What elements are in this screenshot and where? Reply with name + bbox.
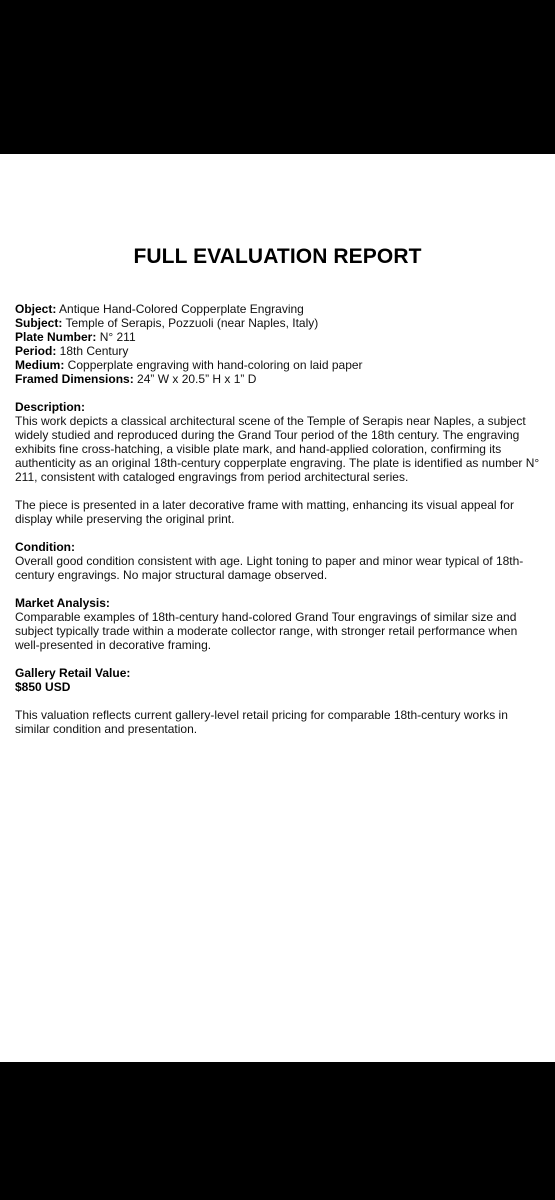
field-subject — [15, 316, 540, 330]
section-retail-value — [15, 666, 540, 694]
retail-value-amount: $850 USD — [15, 680, 71, 694]
top-black-bar — [0, 0, 555, 154]
section-condition — [15, 540, 540, 582]
field-value: Antique Hand-Colored Copperplate Engraving — [56, 302, 304, 316]
market-analysis-heading: Market Analysis: — [15, 596, 110, 610]
field-label: Object: — [15, 302, 57, 316]
document-page — [0, 154, 555, 1062]
description-heading: Description: — [15, 400, 86, 414]
section-description — [15, 400, 540, 526]
retail-value-heading: Gallery Retail Value: — [15, 666, 131, 680]
report-title: FULL EVALUATION REPORT — [133, 245, 422, 268]
closing-text: This valuation reflects current gallery-level retail pricing for comparable 18th-century works in similar condition and presentation. — [15, 708, 508, 736]
field-value: N° 211 — [96, 330, 136, 344]
field-value: Copperplate engraving with hand-coloring on laid paper — [64, 358, 363, 372]
field-object — [15, 302, 540, 316]
field-medium — [15, 358, 540, 372]
field-label: Period: — [15, 344, 57, 358]
condition-text: Overall good condition consistent with age. Light toning to paper and minor wear typical of 18th-century engravings. No major structural damage observed. — [15, 554, 524, 582]
field-value: Temple of Serapis, Pozzuoli (near Naples, Italy) — [62, 316, 319, 330]
section-closing — [15, 708, 540, 736]
description-paragraph: This work depicts a classical architectural scene of the Temple of Serapis near Naples, a subject widely studied and reproduced during the Grand Tour period of the 18th century. The engraving exhibits fine cross-hatching, a visible plate mark, and hand-applied coloration, confirming its authenticity as an original 18th-century copperplate engraving. The plate is identified as number N° 211, consistent with cataloged engravings from period architectural series. — [15, 414, 540, 484]
field-plate-number — [15, 330, 540, 344]
field-period — [15, 344, 540, 358]
condition-heading: Condition: — [15, 540, 75, 554]
market-analysis-text: Comparable examples of 18th-century hand-colored Grand Tour engravings of similar size and subject typically trade within a moderate collector range, with stronger retail performance when well-presented in decorative framing. — [15, 610, 518, 652]
field-label: Plate Number: — [15, 330, 97, 344]
section-market-analysis — [15, 596, 540, 652]
field-label: Medium: — [15, 358, 65, 372]
report-fields — [15, 302, 540, 386]
bottom-black-bar — [0, 1062, 555, 1200]
field-framed-dimensions — [15, 372, 540, 386]
field-label: Framed Dimensions: — [15, 372, 134, 386]
description-paragraph: The piece is presented in a later decorative frame with matting, enhancing its visual appeal for display while preserving the original print. — [15, 498, 514, 526]
field-value: 24” W x 20.5” H x 1” D — [133, 372, 257, 386]
field-value: 18th Century — [56, 344, 129, 358]
field-label: Subject: — [15, 316, 63, 330]
